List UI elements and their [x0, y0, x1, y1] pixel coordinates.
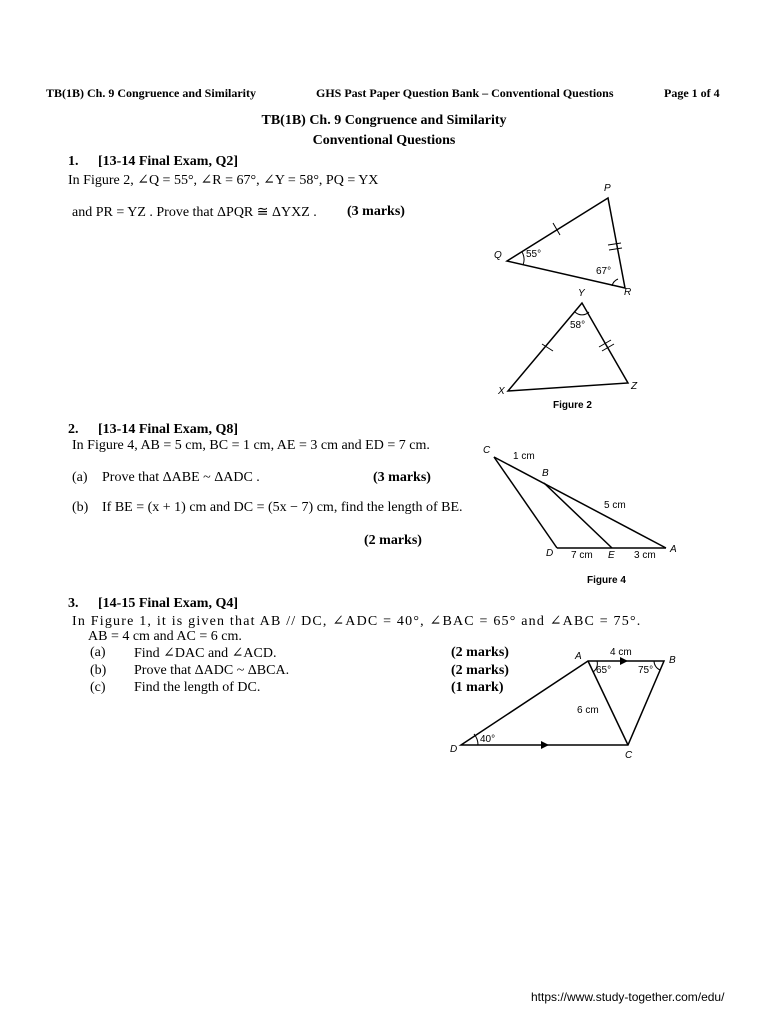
tick-pr — [609, 248, 622, 250]
angle-arc-q — [522, 252, 524, 265]
figure-2 — [480, 176, 650, 422]
q2-part-b-marks: (2 marks) — [364, 533, 422, 548]
label-p: P — [604, 183, 611, 194]
label-d: D — [546, 548, 554, 559]
q2-part-a-text: Prove that ΔABE ~ ΔADC . — [102, 470, 260, 485]
q2-line1: In Figure 4, AB = 5 cm, BC = 1 cm, AE = 3 cm and ED = 7 cm. — [72, 438, 430, 453]
length-de: 7 cm — [571, 550, 593, 561]
length-ac: 6 cm — [577, 705, 599, 716]
q3-part-a-marks: (2 marks) — [451, 645, 509, 660]
trapezium-abcd — [461, 661, 664, 745]
length-ab: 4 cm — [610, 647, 632, 658]
label-x: X — [498, 386, 505, 397]
figure-1 — [440, 640, 680, 764]
header-center: GHS Past Paper Question Bank – Conventional Questions — [316, 86, 614, 100]
page-subtitle: Conventional Questions — [312, 133, 456, 148]
label-z: Z — [631, 381, 638, 392]
angle-y: 58° — [570, 320, 586, 331]
label-b: B — [542, 468, 549, 479]
length-ab: 5 cm — [604, 500, 626, 511]
q1-line1: In Figure 2, ∠Q = 55°, ∠R = 67°, ∠Y = 58°, PQ = YX — [68, 173, 379, 188]
parallel-arrow-dc — [541, 741, 549, 749]
q3-line2: AB = 4 cm and AC = 6 cm. — [88, 629, 242, 644]
label-b: B — [669, 655, 676, 666]
figure-2-caption: Figure 2 — [553, 400, 592, 411]
angle-r: 67° — [596, 266, 612, 277]
label-y: Y — [578, 288, 585, 299]
q3-part-b-text: Prove that ΔADC ~ ΔBCA. — [134, 663, 290, 678]
header-left: TB(1B) Ch. 9 Congruence and Similarity — [46, 86, 257, 100]
label-c: C — [625, 750, 633, 761]
angle-q: 55° — [526, 249, 542, 260]
angle-a: 65° — [596, 665, 612, 676]
label-a: A — [575, 651, 582, 662]
q3-part-a-label: (a) — [90, 645, 106, 660]
q3-part-b-label: (b) — [90, 663, 107, 678]
length-bc: 1 cm — [513, 451, 535, 462]
q1-number: 1. — [68, 154, 79, 169]
header-page-number: Page 1 of 4 — [664, 86, 720, 100]
q2-source: [13-14 Final Exam, Q8] — [98, 422, 238, 437]
parallel-arrow-ab — [620, 657, 628, 665]
label-a: A — [670, 544, 677, 555]
q2-part-b-label: (b) — [72, 500, 89, 515]
label-q: Q — [494, 250, 502, 261]
figure-4 — [478, 440, 686, 565]
footer-url[interactable]: https://www.study-together.com/edu/ — [531, 990, 725, 1004]
q3-part-c-label: (c) — [90, 680, 106, 695]
q3-part-a-text: Find ∠DAC and ∠ACD. — [134, 646, 277, 661]
q3-part-c-marks: (1 mark) — [451, 680, 504, 695]
q3-source: [14-15 Final Exam, Q4] — [98, 596, 238, 611]
tick-yz — [602, 344, 614, 351]
label-d: D — [450, 744, 458, 755]
q2-part-b-text: If BE = (x + 1) cm and DC = (5x − 7) cm, find the length of BE. — [102, 500, 463, 515]
page-title: TB(1B) Ch. 9 Congruence and Similarity — [261, 113, 507, 128]
angle-arc-b — [654, 661, 660, 670]
q1-source: [13-14 Final Exam, Q2] — [98, 154, 238, 169]
q1-marks: (3 marks) — [347, 204, 405, 219]
q3-number: 3. — [68, 596, 79, 611]
angle-b: 75° — [638, 665, 654, 676]
line-ca — [494, 457, 666, 548]
q3-line1: In Figure 1, it is given that AB // DC, ∠ADC = 40°, ∠BAC = 65° and ∠ABC = 75°. — [72, 614, 642, 629]
q2-part-a-label: (a) — [72, 470, 88, 485]
triangle-yxz — [508, 303, 628, 391]
length-ea: 3 cm — [634, 550, 656, 561]
q3-part-c-text: Find the length of DC. — [134, 680, 261, 695]
q3-part-b-marks: (2 marks) — [451, 663, 509, 678]
figure-4-caption: Figure 4 — [587, 575, 626, 586]
label-r: R — [624, 287, 632, 298]
line-be — [544, 483, 612, 548]
q2-part-a-marks: (3 marks) — [373, 470, 431, 485]
label-e: E — [608, 550, 615, 561]
q2-number: 2. — [68, 422, 79, 437]
angle-d: 40° — [480, 734, 496, 745]
label-c: C — [483, 445, 491, 456]
q1-line2: and PR = YZ . Prove that ΔPQR ≅ ΔYXZ . — [72, 205, 317, 220]
